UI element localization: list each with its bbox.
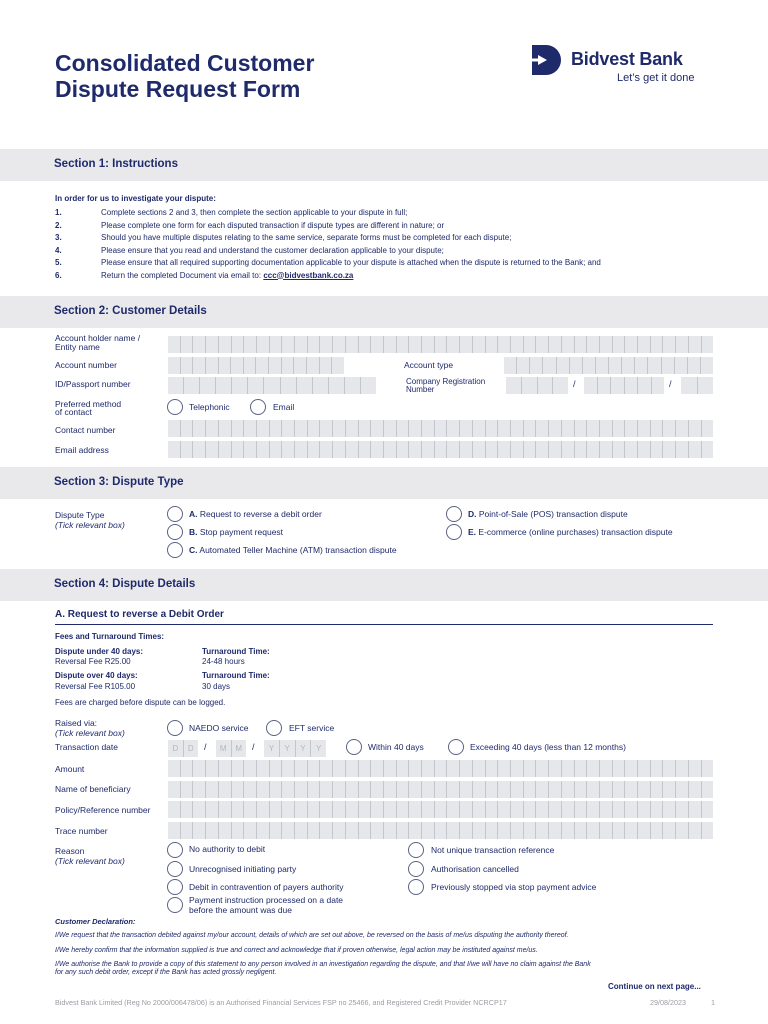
dispute-type-c-label: C. Automated Teller Machine (ATM) transaction dispute — [189, 545, 397, 555]
reason-no-authority-radio[interactable] — [167, 842, 183, 858]
contact-number-field[interactable] — [168, 420, 713, 437]
account-number-field[interactable] — [168, 357, 344, 374]
tick-box-hint: (Tick relevant box) — [55, 728, 125, 738]
account-type-field[interactable] — [504, 357, 713, 374]
reason-previously-stopped-label: Previously stopped via stop payment advice — [431, 882, 597, 892]
account-type-label: Account type — [404, 360, 454, 370]
section-4-header — [0, 569, 768, 601]
date-month-field[interactable]: M M — [216, 740, 246, 757]
naedo-label: NAEDO service — [189, 723, 249, 733]
dispute-type-d-label: D. Point-of-Sale (POS) transaction dispute — [468, 509, 628, 519]
reason-not-unique-label: Not unique transaction reference — [431, 845, 555, 855]
account-holder-field[interactable] — [168, 336, 713, 353]
over-40-tat: 30 days — [202, 682, 231, 691]
declaration-text-1: I/We request that the transaction debited against my/our account, details of which are set out above, be reversed on the basis of me/us disputing the authority thereof. — [55, 932, 569, 939]
email-option-label: Email — [273, 402, 295, 412]
declaration-text-3: I/We authorise the Bank to provide a copy of this statement to any person involved in an investigation regarding the dispute, and that I/we will have no claim against the Bank for any such debit order, except if the Bank has acted grossly negligent. — [55, 961, 591, 976]
reason-not-unique-radio[interactable] — [408, 842, 424, 858]
dispute-type-c-radio[interactable] — [167, 542, 183, 558]
subheading-divider — [55, 624, 713, 625]
legal-footer: Bidvest Bank Limited (Reg No 2000/006478/06) is an Authorised Financial Services FSP no 25466, and Registered Credit Provider NCRCP17 — [55, 998, 507, 1007]
dispute-type-a-radio[interactable] — [167, 506, 183, 522]
reason-previously-stopped-radio[interactable] — [408, 879, 424, 895]
beneficiary-label: Name of beneficiary — [55, 784, 131, 794]
reason-unrecognised-party-label: Unrecognised initiating party — [189, 864, 297, 874]
dispute-type-b-radio[interactable] — [167, 524, 183, 540]
tat-label: Turnaround Time: — [202, 647, 270, 656]
trace-number-label: Trace number — [55, 826, 108, 836]
email-address-label: Email address — [55, 445, 109, 455]
preferred-method-label: Preferred method of contact — [55, 399, 122, 417]
exceeding-40-days-radio[interactable] — [448, 739, 464, 755]
bidvest-logo-icon — [532, 45, 564, 75]
footer-date: 29/08/2023 — [650, 998, 686, 1007]
dispute-type-e-radio[interactable] — [446, 524, 462, 540]
id-passport-field[interactable] — [168, 377, 376, 394]
brand-tagline: Let’s get it done — [617, 72, 695, 84]
under-40-fee: Reversal Fee R25.00 — [55, 657, 131, 666]
company-reg-part-1[interactable] — [506, 377, 568, 394]
within-40-days-radio[interactable] — [346, 739, 362, 755]
telephonic-radio[interactable] — [167, 399, 183, 415]
company-reg-label: Company Registration Number — [406, 377, 486, 394]
exceeding-40-days-label: Exceeding 40 days (less than 12 months) — [470, 742, 626, 752]
reason-early-payment-label: Payment instruction processed on a date before the amount was due — [189, 895, 344, 915]
separator-slash: / — [573, 379, 576, 389]
within-40-days-label: Within 40 days — [368, 742, 424, 752]
reason-label: Reason — [55, 846, 85, 856]
date-year-field[interactable]: Y Y Y Y — [264, 740, 326, 757]
section-1-header — [0, 149, 768, 181]
section-4-title: Section 4: Dispute Details — [54, 578, 196, 590]
continue-note: Continue on next page... — [608, 982, 701, 991]
brand-name: Bidvest Bank — [571, 49, 683, 69]
trace-number-field[interactable] — [168, 822, 713, 839]
beneficiary-field[interactable] — [168, 781, 713, 798]
company-reg-part-2[interactable] — [584, 377, 664, 394]
contact-email-link[interactable]: ccc@bidvestbank.co.za — [263, 270, 354, 280]
under-40-tat: 24-48 hours — [202, 657, 245, 666]
fees-note: Fees are charged before dispute can be logged. — [55, 698, 226, 707]
instructions-intro: In order for us to investigate your dispute: — [55, 194, 216, 203]
tick-box-hint: (Tick relevant box) — [55, 856, 125, 866]
under-40-label: Dispute under 40 days: — [55, 647, 144, 656]
dispute-type-e-label: E. E-commerce (online purchases) transaction dispute — [468, 527, 673, 537]
section-3-title: Section 3: Dispute Type — [54, 476, 184, 488]
title-line-1: Consolidated Customer — [55, 50, 315, 76]
policy-reference-label: Policy/Reference number — [55, 805, 151, 815]
page-number: 1 — [711, 998, 715, 1007]
separator-slash: / — [669, 379, 672, 389]
telephonic-label: Telephonic — [189, 402, 230, 412]
eft-label: EFT service — [289, 723, 335, 733]
section-2-header — [0, 296, 768, 328]
id-passport-label: ID/Passport number — [55, 379, 131, 389]
debit-order-subheading: A. Request to reverse a Debit Order — [55, 609, 224, 620]
amount-label: Amount — [55, 764, 85, 774]
fees-heading: Fees and Turnaround Times: — [55, 632, 165, 641]
reason-unrecognised-party-radio[interactable] — [167, 861, 183, 877]
reason-contravention-radio[interactable] — [167, 879, 183, 895]
over-40-fee: Reversal Fee R105.00 — [55, 682, 136, 691]
tat-label: Turnaround Time: — [202, 671, 270, 680]
over-40-label: Dispute over 40 days: — [55, 671, 138, 680]
account-holder-label: Account holder name / Entity name — [55, 333, 141, 352]
company-reg-part-3[interactable] — [681, 377, 713, 394]
email-address-field[interactable] — [168, 441, 713, 458]
reason-authorisation-cancelled-label: Authorisation cancelled — [431, 864, 519, 874]
naedo-radio[interactable] — [167, 720, 183, 736]
separator-slash: / — [252, 742, 255, 752]
title-line-2: Dispute Request Form — [55, 76, 301, 102]
eft-radio[interactable] — [266, 720, 282, 736]
tick-box-hint: (Tick relevant box) — [55, 520, 125, 530]
form-title — [55, 50, 415, 102]
dispute-type-label: Dispute Type — [55, 510, 105, 520]
transaction-date-label: Transaction date — [55, 742, 118, 752]
declaration-text-2: I/We hereby confirm that the information supplied is true and correct and acknowledge that if proven otherwise, legal action may be instituted against me/us. — [55, 947, 538, 954]
dispute-type-d-radio[interactable] — [446, 506, 462, 522]
dispute-type-a-label: A. Request to reverse a debit order — [189, 509, 322, 519]
reason-authorisation-cancelled-radio[interactable] — [408, 861, 424, 877]
reason-contravention-label: Debit in contravention of payers authority — [189, 882, 344, 892]
account-number-label: Account number — [55, 360, 117, 370]
dispute-type-b-label: B. Stop payment request — [189, 527, 284, 537]
reason-early-payment-radio[interactable] — [167, 897, 183, 913]
email-radio[interactable] — [250, 399, 266, 415]
declaration-heading: Customer Declaration: — [55, 917, 136, 926]
section-2-title: Section 2: Customer Details — [54, 305, 207, 317]
separator-slash: / — [204, 742, 207, 752]
section-1-title: Section 1: Instructions — [54, 158, 178, 170]
contact-number-label: Contact number — [55, 425, 116, 435]
policy-reference-field[interactable] — [168, 801, 713, 818]
amount-field[interactable] — [168, 760, 713, 777]
reason-no-authority-label: No authority to debit — [189, 844, 266, 854]
section-3-header — [0, 467, 768, 499]
raised-via-label: Raised via: — [55, 718, 98, 728]
date-day-field[interactable]: D D — [168, 740, 198, 757]
